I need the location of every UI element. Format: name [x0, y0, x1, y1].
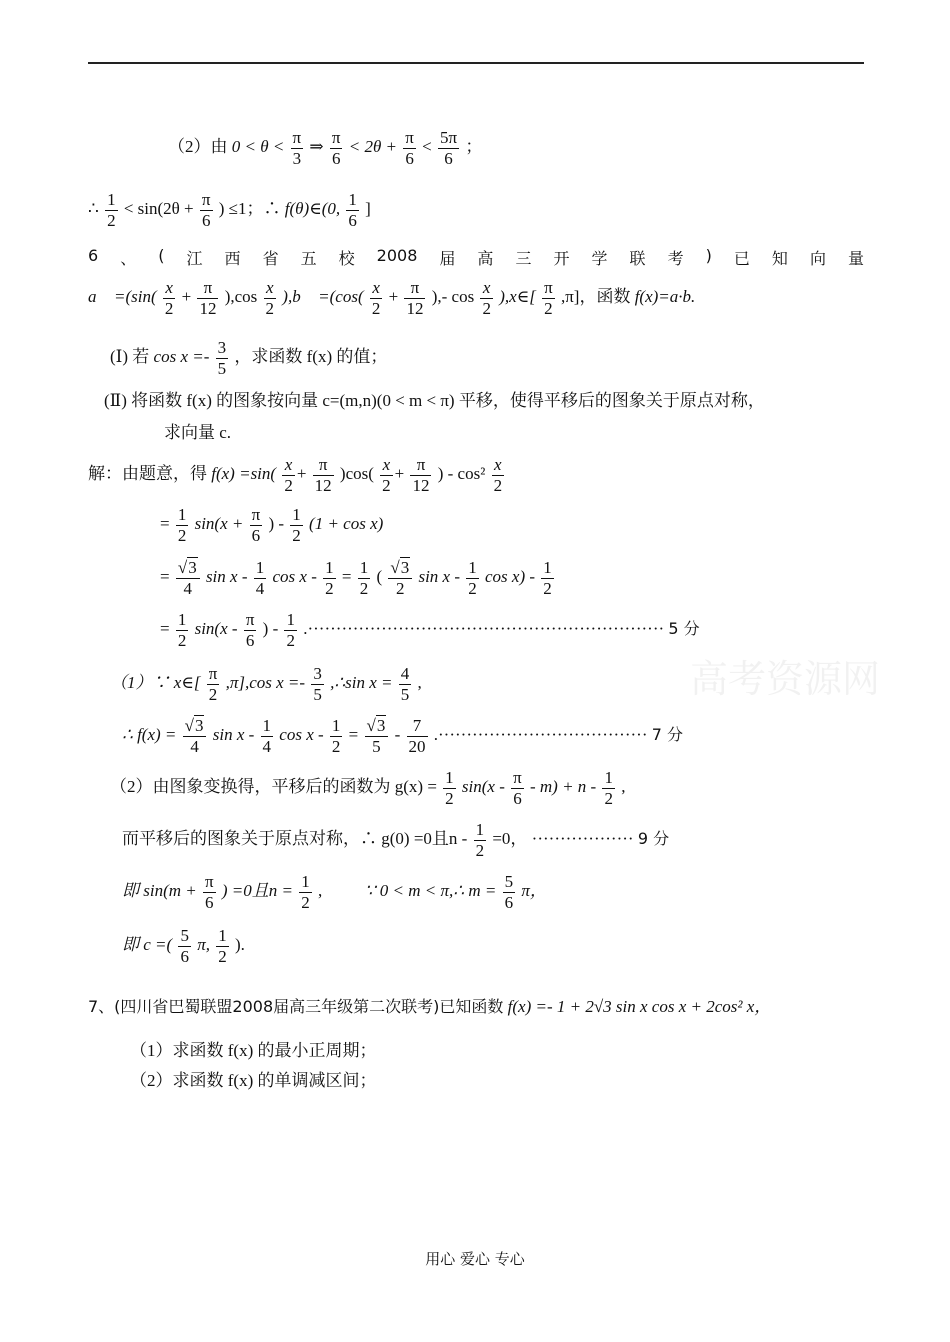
solution-line-3: = $\frac{√3}{4}$ sin x - $\frac{1}{4}$ cos x - $\frac{1}{2}$ = $\frac{1}{2}$ ( $\frac{√3}{2}$ sin x - $\frac{1}{2}$ cos x) - $\frac{1}{2}$ [160, 558, 552, 598]
title-char: 联 [629, 249, 646, 268]
title-char: 五 [300, 249, 317, 268]
title-char: ) [705, 246, 712, 265]
question-6-vectors: a⃗ =(sin( $\frac{x}{2}$ + $\frac{\pi}{12}$ ),cos $\frac{x}{2}$ ),b⃗ =(cos( $\frac{x}{2}$ + $\frac{\pi}{12}$ ),- cos $\frac{x}{2}$ ),x∈[ $\frac{\pi}{2}$ ,π]，函数 f(x)=a·b. [88, 278, 696, 318]
title-char: 西 [224, 249, 241, 268]
page-footer: 用心 爱心 专心 [425, 1250, 525, 1268]
question-7-part-1: （1）求函数 f(x) 的最小正周期； [130, 1041, 377, 1060]
title-char: 、 [120, 249, 137, 268]
title-char: 省 [262, 249, 279, 268]
title-char: 高 [477, 249, 494, 268]
title-char: 考 [667, 249, 684, 268]
score-5: 5 分 [668, 618, 700, 638]
score-7: 7 分 [651, 724, 684, 744]
part-2-line-2: 而平移后的图象关于原点对称，∴ g(0) =0且n - $\frac{1}{2}$ =0， ·················· 9 分 [122, 820, 670, 860]
title-char: 2008 [376, 246, 418, 265]
question-6-part-1: (Ⅰ) 若 cos x =- $\frac{3}{5}$ ，求函数 f(x) 的值； [110, 338, 388, 378]
question-6-title [88, 246, 864, 269]
part-2-line-4: 即 c =( $\frac{5}{6}$ π, $\frac{1}{2}$ ). [122, 926, 245, 966]
question-7-title: 7、(四川省巴蜀联盟2008届高三年级第二次联考)已知函数 f(x) =- 1 + 2√3 sin x cos x + 2cos² x， [88, 997, 772, 1016]
part-1-line-1: （1）∵ x∈[ $\frac{\pi}{2}$ ,π],cos x =- $\frac{3}{5}$ ,∴sin x = $\frac{4}{5}$ , [110, 664, 422, 704]
title-char: 量 [847, 249, 864, 268]
header-rule [88, 62, 864, 64]
title-char: 江 [186, 249, 203, 268]
title-char: 知 [771, 249, 788, 268]
solution-line-1: 解：由题意，得 f(x) =sin( $\frac{x}{2}$ + $\frac{\pi}{12}$ )cos( $\frac{x}{2}$ + $\frac{\pi}{12}$ ) - cos² $\frac{x}{2}$ [88, 455, 503, 495]
title-char: 开 [553, 249, 570, 268]
question-6-part-2: (Ⅱ) 将函数 f(x) 的图象按向量 c=(m,n)(0 < m < π) 平移，使得平移后的图象关于原点对称， [104, 391, 765, 410]
question-6-part-2-cont: 求向量 c. [164, 423, 232, 442]
title-char: ( [158, 246, 165, 265]
therefore-range: ∴ $\frac{1}{2}$ < sin(2θ + $\frac{\pi}{6}$ ) ≤1；∴ f(θ)∈(0, $\frac{1}{6}$ ] [88, 190, 371, 230]
step-2-inequality: （2）由 0 < θ < $\frac{\pi}{3}$ ⇒ $\frac{\pi}{6}$ < 2θ + $\frac{\pi}{6}$ < $\frac{5\pi}{6}$ ； [168, 128, 483, 168]
title-char: 6 [88, 246, 99, 265]
part-2-line-1: （2）由图象变换得，平移后的函数为 g(x) = $\frac{1}{2}$ sin(x - $\frac{\pi}{6}$ - m) + n - $\frac{1}{2}$ , [110, 768, 626, 808]
title-char: 三 [515, 249, 532, 268]
solution-line-4: = $\frac{1}{2}$ sin(x - $\frac{\pi}{6}$ ) - $\frac{1}{2}$ .······························································· 5 分 [160, 610, 700, 650]
watermark: 高考资源网 [690, 657, 881, 701]
part-2-line-3: 即 sin(m + $\frac{\pi}{6}$ ) =0且n = $\frac{1}{2}$ , ∵ 0 < m < π,∴ m = $\frac{5}{6}$ π， [122, 872, 547, 912]
question-7-part-2: （2）求函数 f(x) 的单调减区间； [130, 1071, 377, 1090]
title-char: 学 [591, 249, 608, 268]
title-char: 校 [338, 249, 355, 268]
solution-line-2: = $\frac{1}{2}$ sin(x + $\frac{\pi}{6}$ ) - $\frac{1}{2}$ (1 + cos x) [160, 505, 384, 545]
title-char: 已 [733, 249, 750, 268]
score-9: 9 分 [637, 828, 670, 848]
title-char: 向 [809, 249, 826, 268]
title-char: 届 [439, 249, 456, 268]
part-1-line-2: ∴ f(x) = $\frac{√3}{4}$ sin x - $\frac{1}{4}$ cos x - $\frac{1}{2}$ = $\frac{√3}{5}$ - $\frac{7}{20}$ .····································· 7 分 [122, 716, 684, 756]
